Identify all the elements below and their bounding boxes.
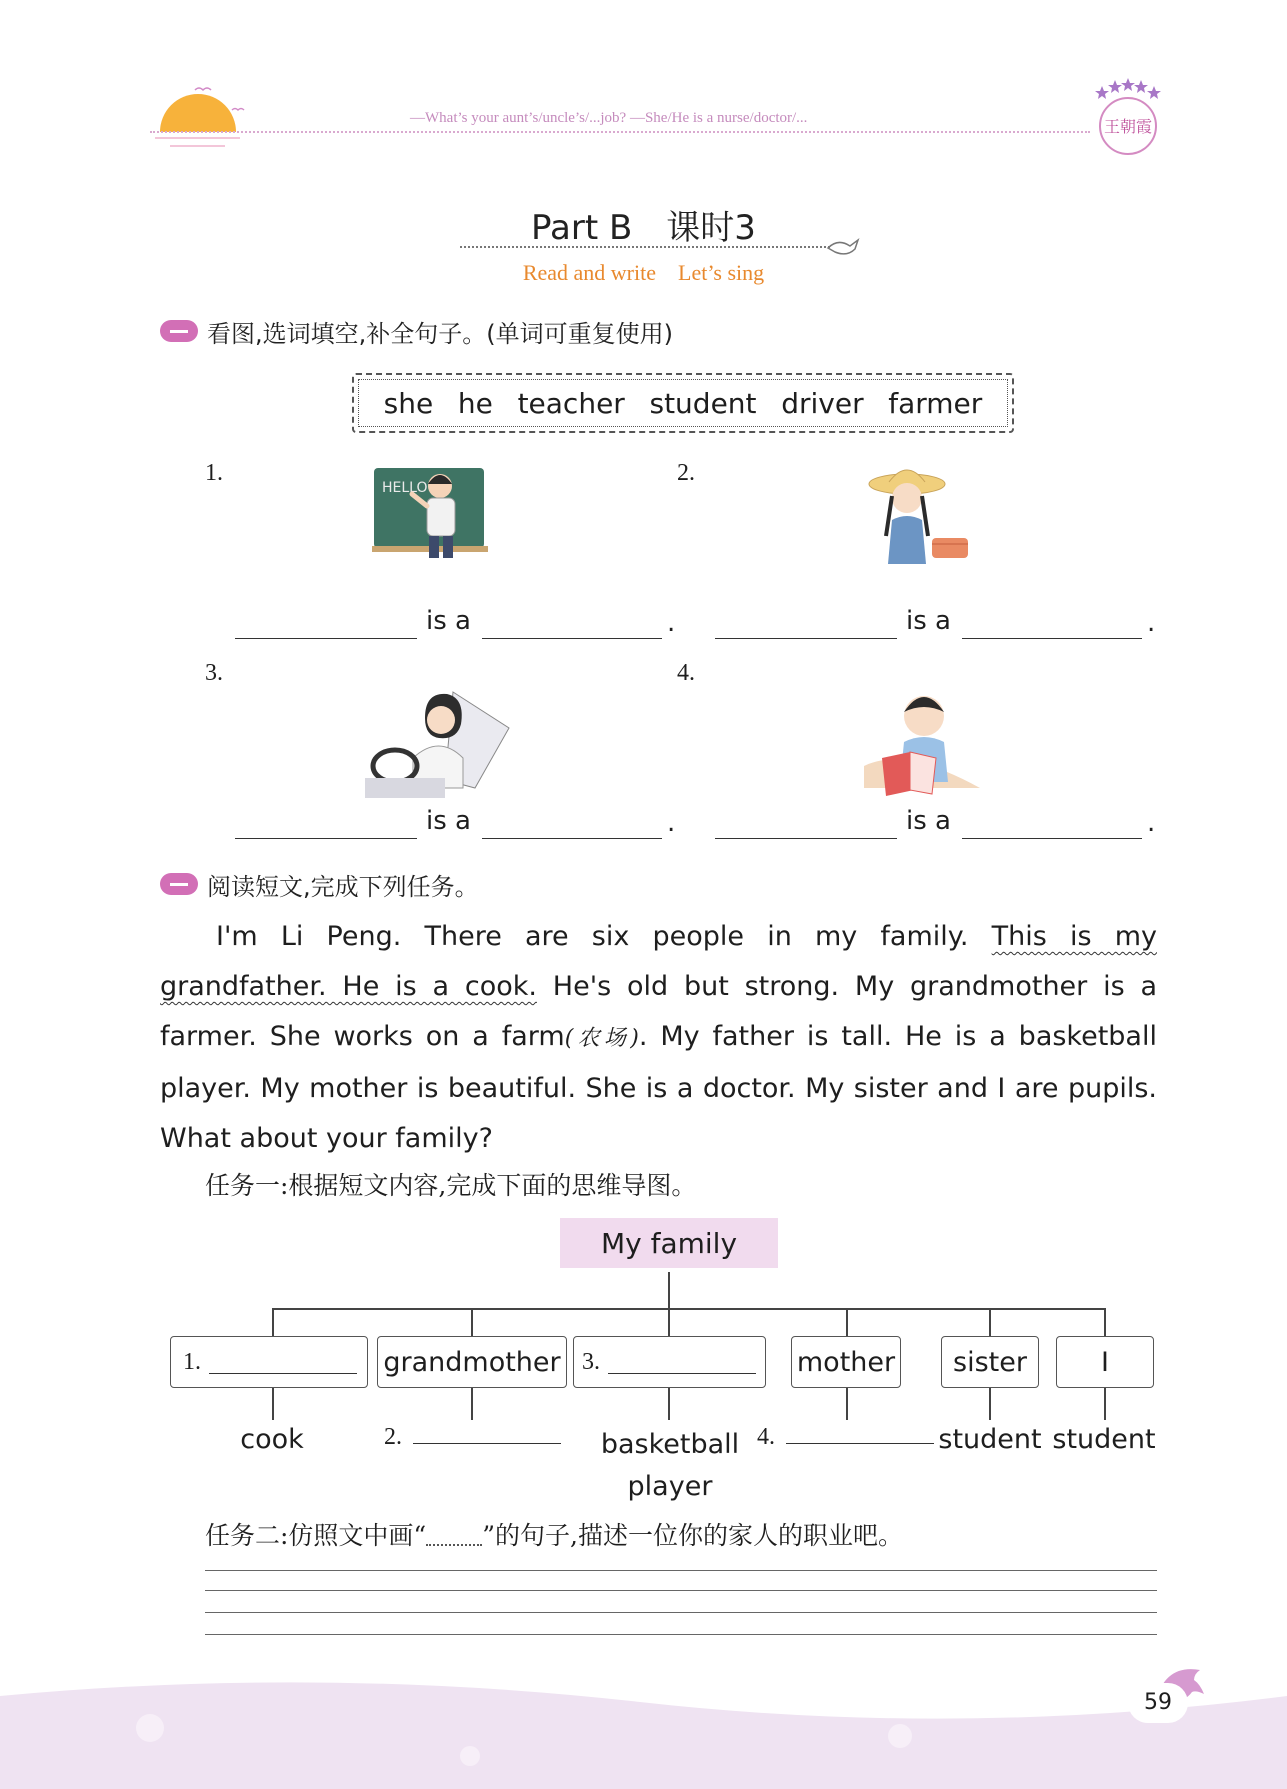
wavy-line-sample bbox=[426, 1530, 482, 1546]
word-bank-item: teacher bbox=[517, 386, 625, 420]
connector-line bbox=[668, 1308, 670, 1336]
job-label: student bbox=[938, 1424, 1042, 1455]
word-bank-item: farmer bbox=[888, 386, 983, 420]
driver-woman-picture bbox=[365, 688, 513, 800]
item-number: 3. bbox=[205, 660, 223, 686]
family-member-box: grandmother bbox=[377, 1336, 567, 1388]
word-bank bbox=[352, 373, 1014, 433]
answer-blank[interactable] bbox=[608, 1373, 756, 1374]
teacher-picture bbox=[372, 462, 488, 562]
word-bank-item: she bbox=[383, 386, 434, 420]
job-label: basketball player bbox=[600, 1429, 740, 1502]
connector-line bbox=[272, 1388, 274, 1420]
is-a-text: is a bbox=[426, 806, 471, 836]
title-dotted-rule bbox=[460, 246, 830, 248]
job-blank-group bbox=[384, 1424, 564, 1451]
connector-line bbox=[1104, 1308, 1106, 1336]
header-dotted-line bbox=[150, 131, 1090, 133]
passage-gloss: (农场) bbox=[564, 1026, 639, 1051]
section-two-badge bbox=[160, 873, 198, 895]
header bbox=[0, 0, 1287, 170]
passage-underlined-sentence: This is my grandfather. He is a cook. bbox=[160, 921, 1157, 1002]
task-two-text: 任务二:仿照文中画“ bbox=[205, 1521, 427, 1550]
answer-blank[interactable] bbox=[209, 1373, 357, 1374]
mindmap-root: My family bbox=[560, 1218, 778, 1268]
period: . bbox=[667, 808, 676, 838]
svg-text:HELLO: HELLO bbox=[382, 480, 428, 496]
word-bank-item: student bbox=[649, 386, 757, 420]
item-number: 4. bbox=[677, 660, 695, 686]
box-number: 3. bbox=[582, 1348, 600, 1375]
answer-blank[interactable] bbox=[962, 638, 1142, 639]
lesson-subtitle: Read and write Let’s sing bbox=[522, 260, 765, 285]
answer-blank[interactable] bbox=[413, 1443, 561, 1444]
answer-blank[interactable] bbox=[482, 638, 662, 639]
answer-blank[interactable] bbox=[715, 838, 897, 839]
answer-blank[interactable] bbox=[715, 638, 897, 639]
family-member-box: I bbox=[1056, 1336, 1154, 1388]
family-member-box bbox=[573, 1336, 766, 1388]
family-member-box: mother bbox=[791, 1336, 901, 1388]
job-label: student bbox=[1052, 1424, 1156, 1455]
word-bank-item: driver bbox=[781, 386, 864, 420]
connector-line bbox=[668, 1388, 670, 1420]
lesson-title: Part B 课时3 bbox=[531, 208, 756, 248]
item-number: 2. bbox=[677, 460, 695, 486]
student-boy-picture bbox=[864, 688, 982, 800]
task-one-instruction: 任务一:根据短文内容,完成下面的思维导图。 bbox=[205, 1171, 697, 1200]
job-number: 4. bbox=[757, 1424, 775, 1450]
connector-line bbox=[846, 1308, 848, 1336]
writing-line[interactable] bbox=[205, 1590, 1157, 1591]
passage-text: He's old but strong. My grandmother is a farmer. She works on a farm bbox=[160, 971, 1157, 1052]
farmer-girl-picture bbox=[862, 462, 976, 577]
publisher-logo bbox=[1088, 76, 1166, 164]
is-a-text: is a bbox=[426, 606, 471, 636]
family-member-box bbox=[170, 1336, 368, 1388]
passage-text: I'm Li Peng. There are six people in my family. bbox=[216, 921, 992, 952]
reading-passage bbox=[160, 912, 1157, 1164]
svg-text:王朝霞: 王朝霞 bbox=[1103, 117, 1153, 136]
job-label: cook bbox=[240, 1424, 304, 1455]
answer-blank[interactable] bbox=[482, 838, 662, 839]
answer-blank[interactable] bbox=[235, 838, 417, 839]
section-one-badge bbox=[160, 320, 198, 342]
connector-line bbox=[989, 1308, 991, 1336]
connector-line bbox=[471, 1388, 473, 1420]
answer-blank[interactable] bbox=[962, 838, 1142, 839]
writing-line[interactable] bbox=[205, 1570, 1157, 1571]
box-number: 1. bbox=[183, 1348, 201, 1375]
job-number: 2. bbox=[384, 1424, 402, 1450]
footer-wave-background bbox=[0, 1666, 1287, 1789]
connector-line bbox=[989, 1388, 991, 1420]
connector-line bbox=[846, 1388, 848, 1420]
job-blank-group bbox=[757, 1424, 937, 1451]
section-one-instruction: 看图,选词填空,补全句子。(单词可重复使用) bbox=[207, 320, 673, 348]
family-member-box: sister bbox=[941, 1336, 1039, 1388]
page-number: 59 bbox=[1128, 1683, 1188, 1723]
connector-line bbox=[272, 1308, 274, 1336]
running-title: —What’s your aunt’s/uncle’s/...job? —She/He is a nurse/doctor/... bbox=[410, 110, 808, 126]
passage-text: . My father is tall. He is a basketball player. My mother is beautiful. She is a doctor. My sister and I are pupils. What about your family? bbox=[160, 1021, 1157, 1154]
answer-blank[interactable] bbox=[786, 1443, 934, 1444]
period: . bbox=[1147, 808, 1156, 838]
connector-line bbox=[1104, 1388, 1106, 1420]
word-bank-item: he bbox=[457, 386, 493, 420]
is-a-text: is a bbox=[906, 806, 951, 836]
writing-line[interactable] bbox=[205, 1612, 1157, 1613]
period: . bbox=[1147, 608, 1156, 638]
bird-icon bbox=[826, 236, 862, 258]
period: . bbox=[667, 608, 676, 638]
item-number: 1. bbox=[205, 460, 223, 486]
writing-line[interactable] bbox=[205, 1634, 1157, 1635]
connector-line bbox=[471, 1308, 473, 1336]
section-two-instruction: 阅读短文,完成下列任务。 bbox=[207, 873, 479, 901]
is-a-text: is a bbox=[906, 606, 951, 636]
connector-line bbox=[668, 1272, 670, 1308]
answer-blank[interactable] bbox=[235, 638, 417, 639]
sunset-icon bbox=[150, 80, 260, 160]
connector-line bbox=[272, 1308, 1106, 1310]
task-two-text: ”的句子,描述一位你的家人的职业吧。 bbox=[482, 1521, 903, 1550]
task-two-instruction bbox=[205, 1516, 903, 1552]
